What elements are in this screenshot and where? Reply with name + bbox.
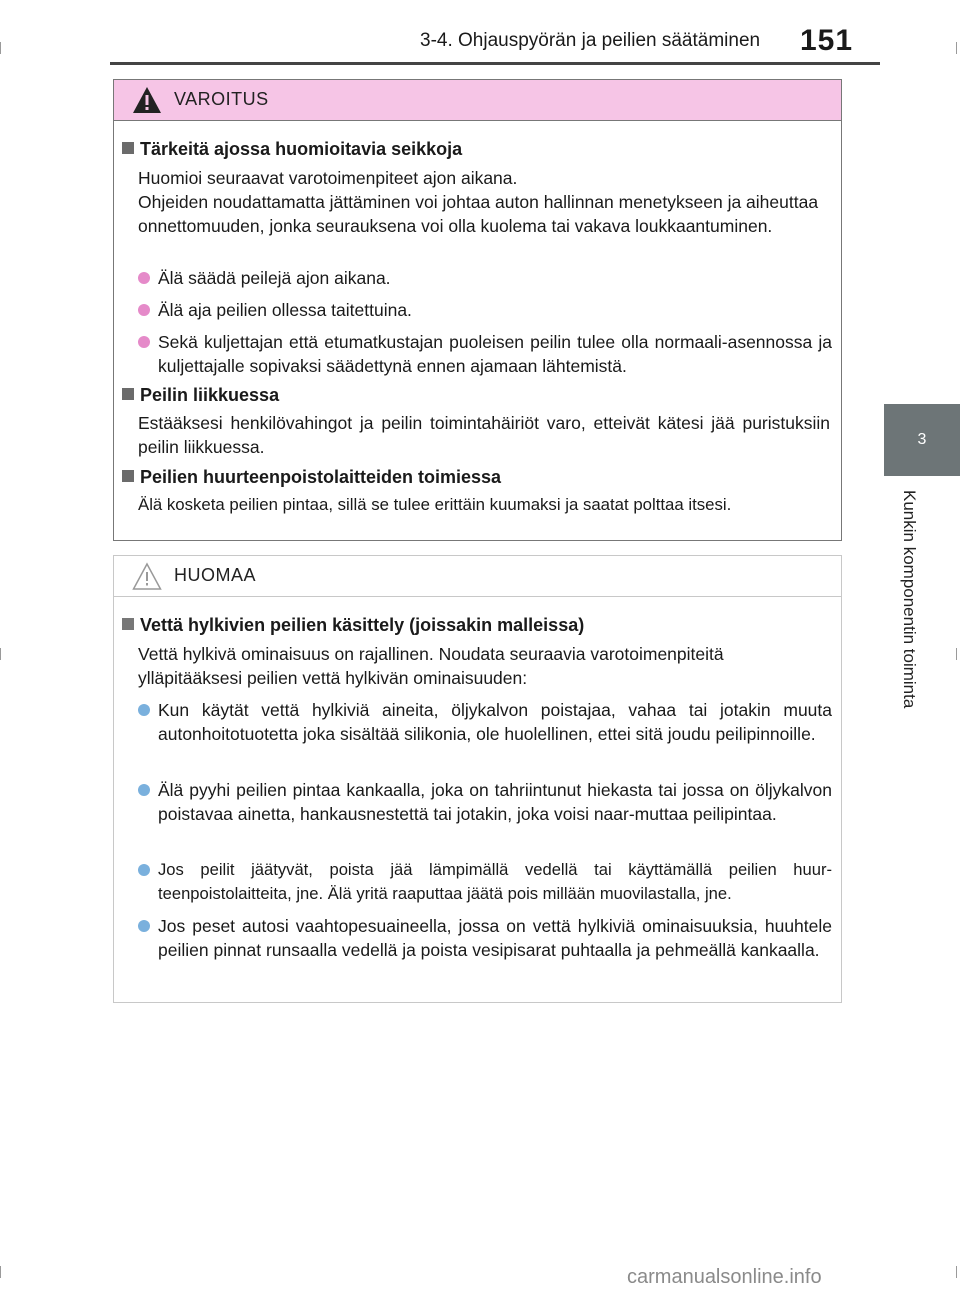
list-item (138, 330, 832, 378)
square-bullet-icon (122, 470, 134, 482)
list-item-text: Jos peilit jäätyvät, poista jää lämpimällä vedellä tai käyttämällä peilien huur-teenpoistolaitteita, jne. Älä yritä raaputtaa jäätä pois millään muovilastalla, jne. (158, 860, 832, 903)
crop-mark (956, 1266, 957, 1278)
paragraph: Estääksesi henkilövahingot ja peilin toimintahäiriöt varo, etteivät kätesi jää puristuksiin peilin liikkuessa. (138, 413, 830, 457)
list-item-text: Jos peset autosi vaahtopesuaineella, jossa on vettä hylkiviä ominaisuuksia, huuhtele peilien pinnat runsaalla vedellä ja poista vesipisarat puhtaalla ja pehmeällä kankaalla. (158, 916, 832, 960)
crop-mark (0, 42, 1, 54)
bullet-dot-icon (138, 704, 150, 716)
heading-text: Peilien huurteenpoistolaitteiden toimiessa (140, 467, 502, 487)
notice-box (113, 555, 842, 1003)
crop-mark (956, 648, 957, 660)
list-item-text: Kun käytät vettä hylkiviä aineita, öljykalvon poistajaa, vahaa tai jotakin muuta autonhoitotuotetta joka sisältää silikonia, ole huolellinen, ettei sitä joudu peilipinnoille. (158, 700, 832, 744)
section-title: 3-4. Ohjauspyörän ja peilien säätäminen (420, 30, 761, 51)
chapter-number: 3 (917, 431, 927, 448)
heading-text: Peilin liikkuessa (140, 385, 280, 405)
warning-box (113, 79, 842, 541)
chapter-tab (884, 404, 960, 476)
list-item (138, 698, 832, 746)
section-heading (122, 139, 462, 160)
list-item (138, 266, 832, 290)
warning-header (114, 80, 841, 121)
list-item-text: Älä aja peilien ollessa taitettuina. (158, 300, 412, 320)
bullet-dot-icon (138, 336, 150, 348)
chapter-title-vertical (895, 490, 919, 750)
paragraph: Vettä hylkivä ominaisuus on rajallinen. Noudata seuraavia varotoimenpiteitä ylläpitääksesi peilien vettä hylkivän ominaisuuden: (138, 644, 724, 688)
heading-text: Tärkeitä ajossa huomioitavia seikkoja (140, 139, 463, 159)
crop-mark (0, 648, 1, 660)
bullet-dot-icon (138, 272, 150, 284)
list-item-text: Älä pyyhi peilien pintaa kankaalla, joka on tahriintunut hiekasta tai jossa on öljykalvon poistavaa ainetta, hankausnestettä tai jotakin, joka voisi naar-muttaa peilipintaa. (158, 780, 832, 824)
chapter-title: Kunkin komponentin toiminta (900, 490, 919, 709)
section-heading (122, 385, 279, 406)
warning-title: VAROITUS (174, 89, 269, 109)
bullet-dot-icon (138, 920, 150, 932)
list-item (138, 298, 832, 322)
square-bullet-icon (122, 142, 134, 154)
square-bullet-icon (122, 618, 134, 630)
square-bullet-icon (122, 388, 134, 400)
section-heading (122, 615, 584, 636)
list-item (138, 858, 832, 906)
bullet-dot-icon (138, 304, 150, 316)
bullet-dot-icon (138, 864, 150, 876)
watermark: carmanualsonline.info (627, 1266, 822, 1288)
caution-triangle-icon (132, 562, 162, 590)
list-item (138, 778, 832, 826)
notice-title: HUOMAA (174, 565, 257, 585)
crop-mark (0, 1266, 1, 1278)
warning-triangle-icon (132, 86, 162, 114)
header-divider (110, 62, 880, 65)
section-heading (122, 467, 501, 488)
bullet-dot-icon (138, 784, 150, 796)
paragraph: Huomioi seuraavat varotoimenpiteet ajon aikana. (138, 168, 518, 188)
crop-mark (956, 42, 957, 54)
paragraph: Ohjeiden noudattamatta jättäminen voi johtaa auton hallinnan menetykseen ja aiheuttaa onnettomuuden, jonka seurauksena voi olla kuolema tai vakava loukkaantuminen. (138, 192, 819, 236)
list-item (138, 914, 832, 962)
heading-text: Vettä hylkivien peilien käsittely (joissakin malleissa) (140, 615, 585, 635)
paragraph: Älä kosketa peilien pintaa, sillä se tulee erittäin kuumaksi ja saatat polttaa itsesi. (138, 495, 732, 514)
list-item-text: Sekä kuljettajan että etumatkustajan puoleisen peilin tulee olla normaali-asennossa ja kuljettajalle sopivaksi säädettynä ennen ajamaan lähtemistä. (158, 332, 832, 376)
list-item-text: Älä säädä peilejä ajon aikana. (158, 268, 391, 288)
notice-header (114, 556, 841, 597)
page-number: 151 (800, 24, 854, 57)
